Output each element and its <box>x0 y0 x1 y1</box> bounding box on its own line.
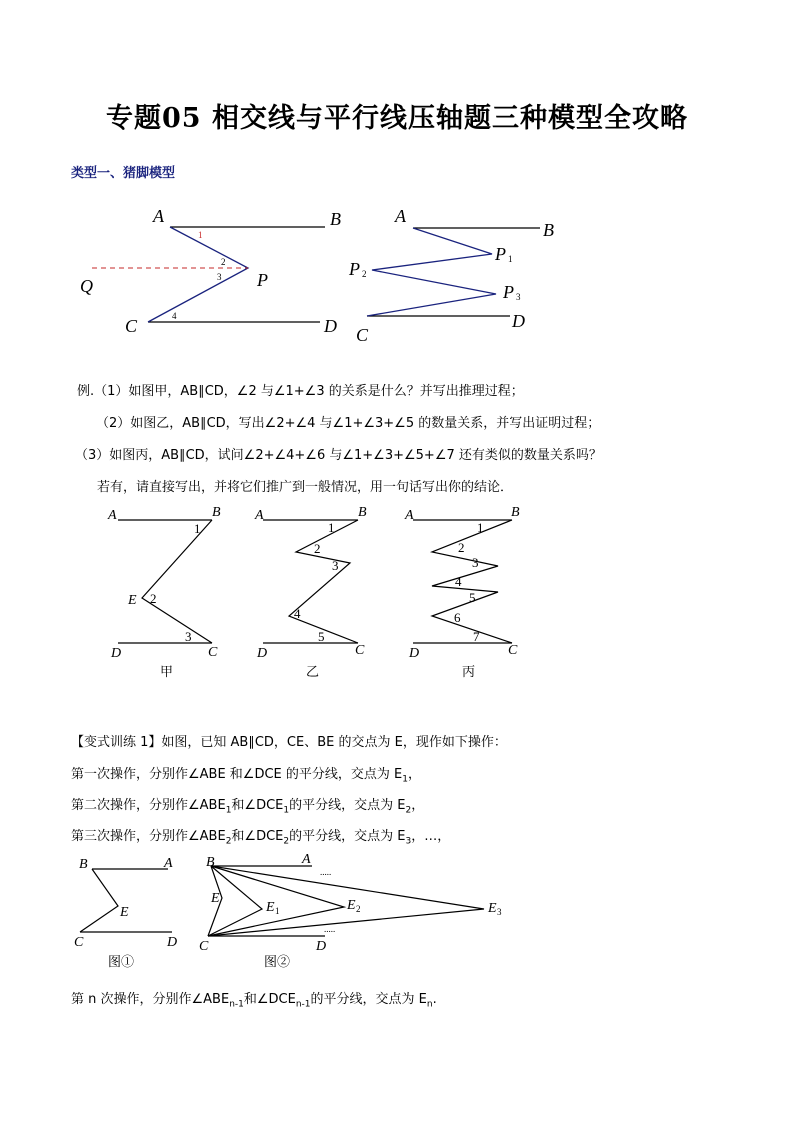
caption-jia: 甲 <box>160 664 174 679</box>
label-e-fig2: E <box>211 891 220 906</box>
label-a-jia: A <box>108 508 117 523</box>
label-b-fig2: B <box>206 855 215 870</box>
angle-6-bing: 6 <box>454 610 461 625</box>
bent-line-jia <box>142 520 212 643</box>
angle-label-3: 3 <box>217 272 222 282</box>
example-line-2: （2）如图乙，AB∥CD，写出∠2+∠4 与∠1+∠3+∠5 的数量关系，并写出证明过程； <box>96 416 601 431</box>
label-p: P <box>257 270 268 290</box>
label-c: C <box>125 316 138 336</box>
label-e3-sub: 3 <box>497 907 502 917</box>
variant-line-5: 第 n 次操作，分别作$\angle ABE_{n-1}$和$\angle DCE_{n-1}$的平分线，交点为 $E_n$. <box>71 992 437 1010</box>
label-b-yi: B <box>358 505 367 520</box>
variant-line-3: 第二次操作，分别作$\angle ABE_1$和$\angle DCE_1$的平分线，交点为 $E_2$， <box>71 798 425 816</box>
angle-4-bing: 4 <box>455 574 462 589</box>
angle-7-bing: 7 <box>473 629 480 644</box>
angle-1-jia: 1 <box>194 521 201 536</box>
variant-line-4: 第三次操作，分别作$\angle ABE_2$和$\angle DCE_2$的平分线，交点为 $E_3$，…， <box>71 829 451 847</box>
label-b: B <box>330 209 341 229</box>
zigzag-yi <box>289 520 358 643</box>
label-b-bing: B <box>511 505 520 520</box>
angle-5-yi: 5 <box>318 629 325 644</box>
label-c-yi: C <box>355 643 365 658</box>
angle-1-bing: 1 <box>477 520 484 535</box>
example-line-3: （3）如图丙，AB∥CD，试问∠2+∠4+∠6 与∠1+∠3+∠5+∠7 还有类似的数量关系吗？ <box>75 448 602 463</box>
caption-fig1: 图① <box>108 954 135 969</box>
page-title: 专题05 相交线与平行线压轴题三种模型全攻略 <box>106 103 688 134</box>
label-d: D <box>324 316 337 336</box>
line-e3 <box>208 866 484 936</box>
angle-3-jia: 3 <box>185 629 192 644</box>
example-line-1: 例.（1）如图甲，AB∥CD，∠2 与∠1+∠3 的关系是什么？并写出推理过程； <box>77 384 524 399</box>
dots-top: ..... <box>320 867 332 877</box>
angle-2-bing: 2 <box>458 540 465 555</box>
label-d-yi: D <box>257 646 268 661</box>
label-b-2: B <box>543 220 554 240</box>
figure-yi <box>254 505 367 679</box>
label-e2-sub: 2 <box>356 904 361 914</box>
angle-label-1: 1 <box>198 230 203 240</box>
figure-zigzag-p <box>348 206 554 345</box>
label-d-2: D <box>512 311 525 331</box>
label-a: A <box>153 206 164 226</box>
section-heading: 类型一、猪脚模型 <box>71 166 176 181</box>
angle-2-yi: 2 <box>314 541 321 556</box>
label-q: Q <box>80 276 93 296</box>
label-d-fig2: D <box>316 939 327 954</box>
label-d-fig1: D <box>167 935 178 950</box>
label-c-2: C <box>356 325 369 345</box>
bent-line-fig1 <box>80 869 118 932</box>
variant-line-1: 【变式训练 1】如图，已知 AB∥CD，CE、BE 的交点为 E，现作如下操作： <box>71 735 507 750</box>
label-e-jia: E <box>128 593 137 608</box>
figure-1 <box>74 856 177 969</box>
figure-2 <box>199 852 502 969</box>
label-a-fig1: A <box>164 856 173 871</box>
label-a-fig2: A <box>302 852 311 867</box>
angle-label-2: 2 <box>221 257 226 267</box>
label-a-2: A <box>395 206 406 226</box>
figure-pigfoot-q <box>80 206 341 336</box>
angle-3-bing: 3 <box>472 555 479 570</box>
label-c-fig1: C <box>74 935 84 950</box>
label-p3-sub: 3 <box>516 292 521 302</box>
angle-3-yi: 3 <box>332 558 339 573</box>
figure-jia <box>107 505 221 679</box>
label-p2: P <box>349 259 360 279</box>
label-p1-sub: 1 <box>508 254 513 264</box>
zigzag-bing <box>432 520 512 643</box>
variant-line-2: 第一次操作，分别作∠ABE 和∠DCE 的平分线，交点为 $E_1$， <box>71 767 421 785</box>
bent-line-apc <box>148 227 248 322</box>
caption-bing: 丙 <box>462 664 476 679</box>
caption-yi: 乙 <box>306 664 320 679</box>
label-c-fig2: C <box>199 939 209 954</box>
dots-bottom: ..... <box>324 924 336 934</box>
label-d-bing: D <box>409 646 420 661</box>
label-b-fig1: B <box>79 857 88 872</box>
figure-bing <box>404 505 520 679</box>
label-c-jia: C <box>208 645 218 660</box>
angle-4-yi: 4 <box>294 606 301 621</box>
label-a-yi: A <box>255 508 264 523</box>
angle-label-4: 4 <box>172 311 177 321</box>
label-e1-fig2: E <box>266 900 275 915</box>
label-c-bing: C <box>508 643 518 658</box>
angle-2-jia: 2 <box>150 591 157 606</box>
label-d-jia: D <box>111 646 122 661</box>
label-p2-sub: 2 <box>362 269 367 279</box>
caption-fig2: 图② <box>264 954 291 969</box>
label-e1-sub: 1 <box>275 906 280 916</box>
label-b-jia: B <box>212 505 221 520</box>
label-e-fig1: E <box>120 905 129 920</box>
angle-5-bing: 5 <box>469 590 476 605</box>
label-p1: P <box>495 244 506 264</box>
angle-1-yi: 1 <box>328 520 335 535</box>
label-e3-fig2: E <box>488 901 497 916</box>
label-e2-fig2: E <box>347 898 356 913</box>
zigzag-line <box>367 228 496 316</box>
label-p3: P <box>503 282 514 302</box>
label-a-bing: A <box>405 508 414 523</box>
example-line-4: 若有，请直接写出，并将它们推广到一般情况，用一句话写出你的结论． <box>97 480 514 495</box>
